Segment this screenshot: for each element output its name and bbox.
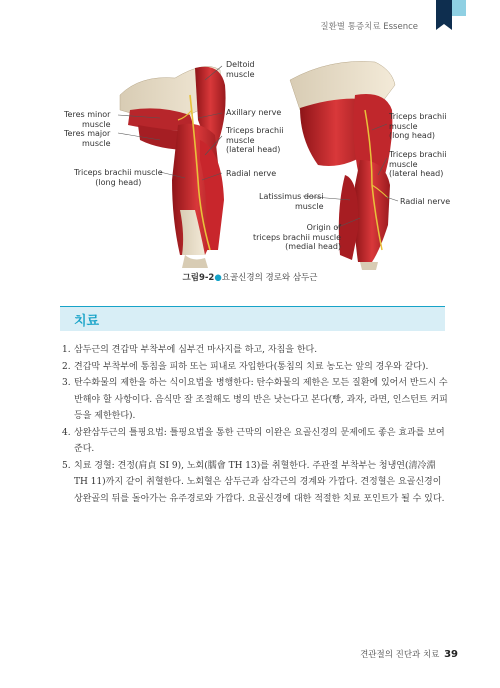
running-head: 질환별 통증치료 Essence <box>320 22 418 32</box>
section-header <box>60 306 445 331</box>
list-item: 5. 치료 경혈: 견정(肩貞 SI 9), 노회(臑會 TH 13)를 취혈한다. 주관절 부착부는 청냉연(淸冷淵 TH 11)까지 같이 취혈한다. 노회혈은 삼두근과 삼각근의 경계와 가깝다. 견정혈은 요골신경이 상완골의 뒤를 돌아가는 유주경로와 가깝다. 요골신경에 대한 적절한 치료 포인트가 될 수 있다. <box>62 460 445 504</box>
list-item: 1. 삼두근의 견갑막 부착부에 심부건 마사지를 하고, 자침을 한다. <box>62 345 318 355</box>
label-teres-major: Teres major muscle <box>64 129 111 148</box>
label-radial-nerve-right: Radial nerve <box>400 197 451 206</box>
label-axillary-nerve: Axillary nerve <box>226 108 282 117</box>
label-triceps-long-right: Triceps brachii muscle (long head) <box>389 112 447 140</box>
label-triceps-lateral-right: Triceps brachii muscle (lateral head) <box>389 150 447 178</box>
label-triceps-lateral-left: Triceps brachii muscle (lateral head) <box>226 126 284 154</box>
label-teres-minor: Teres minor muscle <box>64 110 111 129</box>
page-footer <box>360 648 458 660</box>
list-item: 3. 탄수화물의 제한을 하는 식이요법을 병행한다: 탄수화물의 제한은 모든 질환에 있어서 반드시 수반해야 할 사항이다. 음식만 잘 조절해도 병의 반은 낫는다고 본다(빵, 과자, 라면, 인스턴트 커피 등을 제한한다). <box>62 378 448 421</box>
figure-caption: 그림9-2●요골신경의 경로와 삼두근 <box>182 273 318 283</box>
section-title: 치료 <box>74 314 100 329</box>
label-radial-nerve-left: Radial nerve <box>226 169 277 178</box>
footer-chapter: 견관절의 진단과 치료 <box>360 650 440 660</box>
list-item: 4. 상완삼두근의 틀핑요법: 틀핑요법을 통한 근막의 이완은 요골신경의 문제에도 좋은 효과를 보여준다. <box>62 427 445 454</box>
label-deltoid: Deltoid muscle <box>226 60 255 79</box>
label-origin-medial-head: Origin of triceps brachii muscle (medial head) <box>253 223 342 251</box>
treatment-list <box>62 342 452 507</box>
label-triceps-long-left: Triceps brachii muscle (long head) <box>74 168 163 187</box>
list-item: 2. 견갑막 부착부에 통침을 피하 또는 피내로 자입한다(통침의 치료 농도는 앞의 경우와 같다). <box>62 361 429 372</box>
label-latissimus-dorsi: Latissimus dorsi muscle <box>259 192 324 211</box>
page-number: 39 <box>444 649 458 660</box>
